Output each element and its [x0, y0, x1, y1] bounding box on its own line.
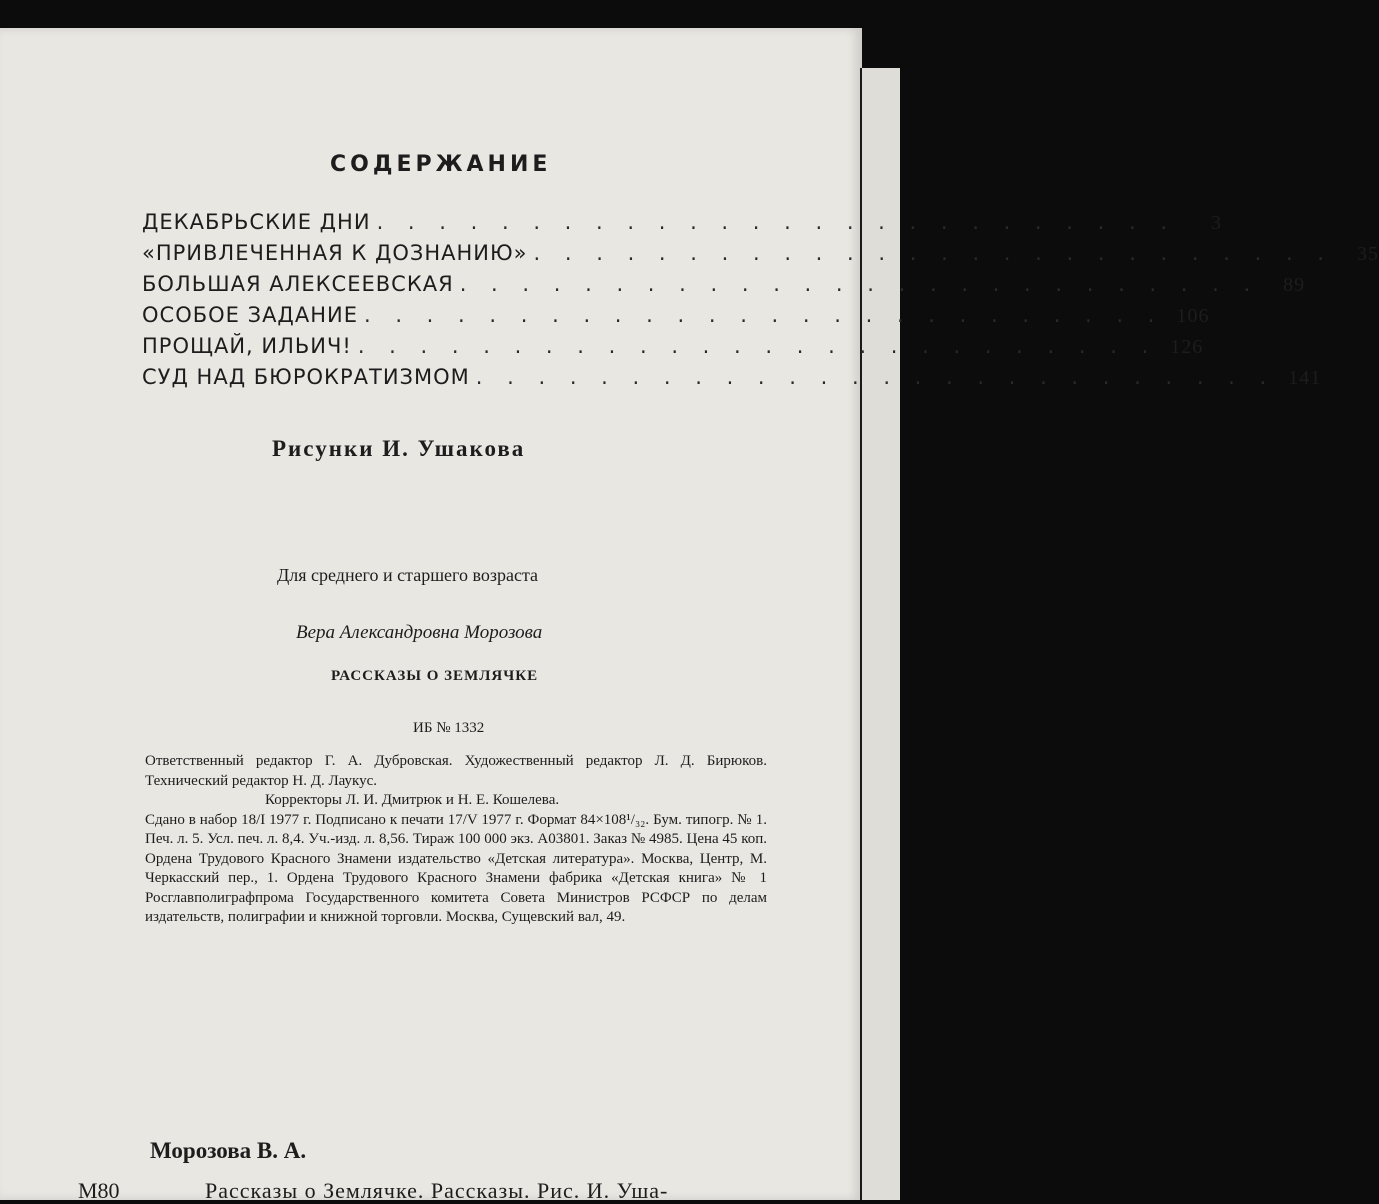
- toc-row: [142, 272, 1306, 303]
- toc-title: БОЛЬШАЯ АЛЕКСЕЕВСКАЯ: [142, 272, 454, 296]
- toc-page-number: 126: [1170, 336, 1204, 358]
- toc-row: [142, 334, 1204, 365]
- toc-leader: . . . . . . . . . . . . . . . . . . . . . . . . . .: [533, 241, 1333, 265]
- toc-leader: . . . . . . . . . . . . . . . . . . . . . . . . . .: [363, 303, 1164, 327]
- toc-title: ДЕКАБРЬСКИЕ ДНИ: [142, 210, 371, 234]
- illustrations-credit: Рисунки И. Ушакова: [272, 436, 526, 461]
- toc-page-number: 3: [1211, 212, 1223, 234]
- age-group: Для среднего и старшего возраста: [277, 565, 539, 585]
- author-full-name: Вера Александровна Морозова: [296, 622, 543, 643]
- contents-heading: СОДЕРЖАНИЕ: [330, 152, 552, 177]
- book-title: РАССКАЗЫ О ЗЕМЛЯЧКЕ: [331, 668, 539, 684]
- toc-leader: . . . . . . . . . . . . . . . . . . . . . . . . . .: [357, 334, 1158, 358]
- catalog-title-line: Рассказы о Землячке. Рассказы. Рис. И. Уша-: [205, 1178, 669, 1203]
- toc-leader: . . . . . . . . . . . . . . . . . . . . . . . . . .: [459, 272, 1260, 296]
- catalog-author: Морозова В. А.: [150, 1138, 307, 1163]
- toc-row: [142, 241, 1379, 272]
- catalog-code: М80: [78, 1178, 120, 1203]
- publication-details: Сдано в набор 18/I 1977 г. Подписано к печати 17/V 1977 г. Формат 84×108¹/₃₂. Бум. типогр. № 1. Печ. л. 5. Усл. печ. л. 8,4. Уч.-изд. л. 8,56. Тираж 100 000 экз. А03801. Заказ № 4985. Цена 45 коп. Ордена Трудового Красного Знамени издательство «Детская литература». Москва, Центр, М. Черкасский пер., 1. Ордена Трудового Красного Знамени фабрика «Детская книга» № 1 Росглавполиграфпрома Государственного комитета Совета Министров РСФСР по делам издательств, полиграфии и книжной торговли. Москва, Сущевский вал, 49.: [145, 811, 767, 925]
- toc-title: СУД НАД БЮРОКРАТИЗМОМ: [142, 365, 470, 389]
- toc-page-number: 89: [1283, 274, 1306, 296]
- table-of-contents: [142, 210, 1379, 396]
- proofreaders-line: Корректоры Л. И. Дмитрюк и Н. Е. Кошелева.: [265, 792, 560, 808]
- imprint-block: [145, 752, 767, 928]
- toc-row: [142, 365, 1322, 396]
- toc-page-number: 35: [1356, 243, 1379, 265]
- ib-number: ИБ № 1332: [413, 720, 485, 736]
- toc-title: ПРОЩАЙ, ИЛЬИЧ!: [142, 334, 352, 358]
- toc-row: [142, 210, 1223, 241]
- toc-title: ОСОБОЕ ЗАДАНИЕ: [142, 303, 358, 327]
- toc-title: «ПРИВЛЕЧЕННАЯ К ДОЗНАНИЮ»: [142, 241, 528, 265]
- next-page-edge: [860, 68, 900, 1200]
- toc-leader: . . . . . . . . . . . . . . . . . . . . . . . . . .: [475, 365, 1276, 389]
- editors-line: Ответственный редактор Г. А. Дубровская. Художественный редактор Л. Д. Бирюков. Технический редактор Н. Д. Лаукус.: [145, 753, 767, 789]
- toc-leader: . . . . . . . . . . . . . . . . . . . . . . . . . .: [376, 210, 1177, 234]
- toc-page-number: 141: [1288, 367, 1322, 389]
- book-page: [0, 28, 862, 1200]
- toc-row: [142, 303, 1210, 334]
- toc-page-number: 106: [1176, 305, 1210, 327]
